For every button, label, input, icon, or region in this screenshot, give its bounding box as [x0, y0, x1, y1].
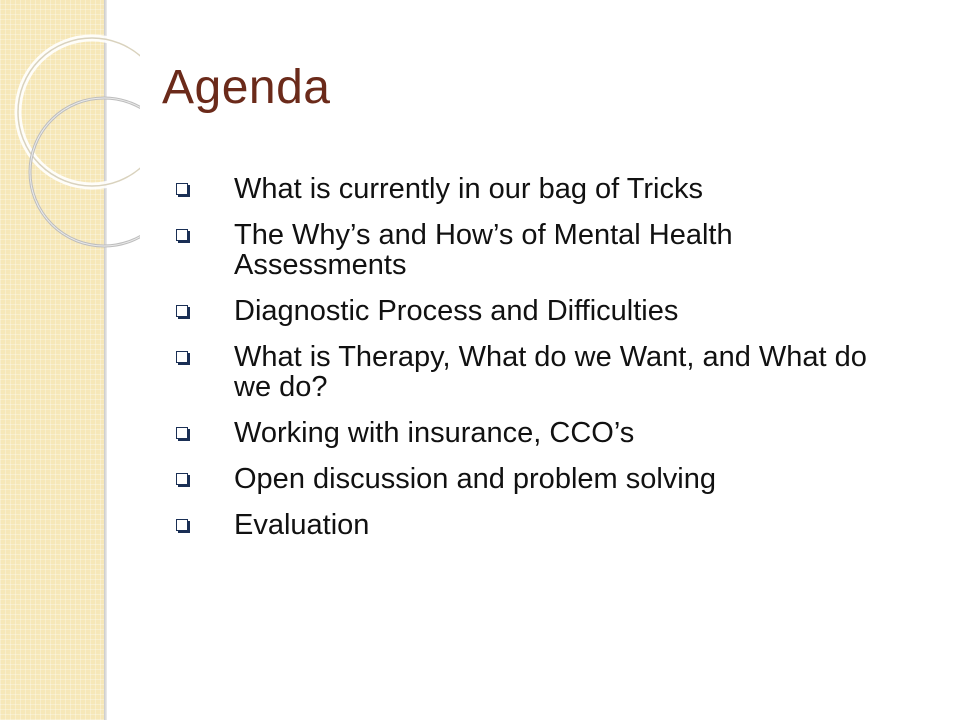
- agenda-item-text: Diagnostic Process and Difficulties: [234, 295, 679, 327]
- agenda-item-text: The Why’s and How’s of Mental Health Assessments: [234, 219, 733, 281]
- agenda-item: [174, 296, 874, 326]
- agenda-item: [174, 418, 874, 448]
- square-bullet-icon: [176, 427, 188, 439]
- square-bullet-icon: [176, 183, 188, 195]
- square-bullet-icon: [176, 351, 188, 363]
- agenda-item-text: What is currently in our bag of Tricks: [234, 173, 703, 205]
- square-bullet-icon: [176, 229, 188, 241]
- agenda-item: [174, 464, 874, 494]
- agenda-item: [174, 342, 874, 402]
- agenda-item-text: Evaluation: [234, 509, 370, 541]
- decorative-side-strip: [0, 0, 104, 720]
- square-bullet-icon: [176, 305, 188, 317]
- agenda-item: [174, 174, 874, 204]
- side-strip-edge: [104, 0, 107, 720]
- slide-title: Agenda: [162, 61, 331, 114]
- agenda-item-text: Open discussion and problem solving: [234, 463, 716, 495]
- agenda-item: [174, 220, 874, 280]
- square-bullet-icon: [176, 519, 188, 531]
- agenda-item-text: Working with insurance, CCO’s: [234, 417, 635, 449]
- agenda-item: [174, 510, 874, 540]
- square-bullet-icon: [176, 473, 188, 485]
- agenda-list: [174, 174, 874, 556]
- agenda-item-text: What is Therapy, What do we Want, and What do we do?: [234, 341, 867, 403]
